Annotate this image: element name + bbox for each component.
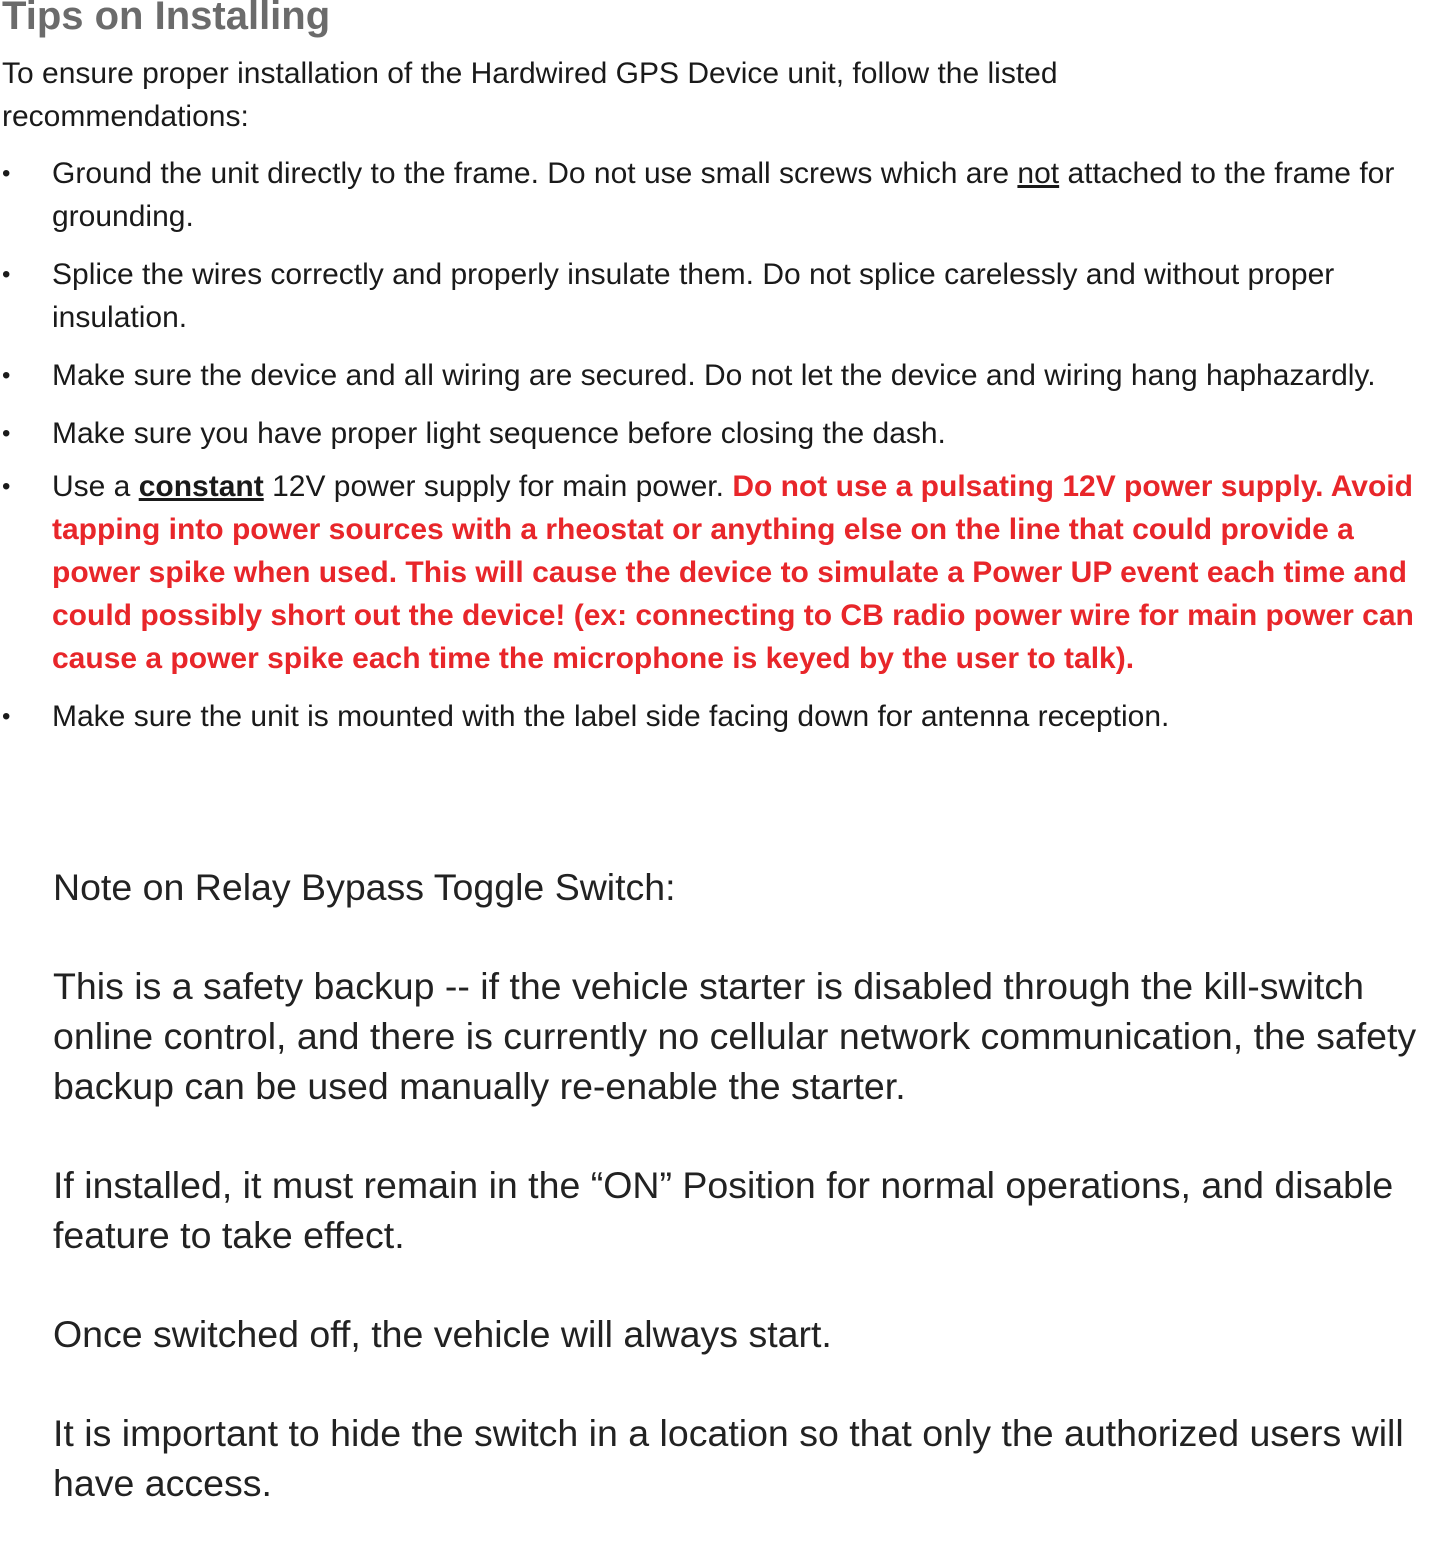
list-item (0, 253, 1420, 339)
tips-list (0, 152, 1420, 753)
list-item (0, 354, 1420, 397)
list-item (0, 465, 1420, 680)
tip-emphasis: not (1017, 157, 1060, 190)
note-paragraph: Once switched off, the vehicle will always start. (53, 1313, 832, 1355)
note-paragraph: It is important to hide the switch in a location so that only the authorized users will have access. (53, 1412, 1404, 1504)
tip-text: Ground the unit directly to the frame. Do not use small screws which are (52, 157, 1018, 190)
warning-text: Do not use a pulsating 12V power supply. Avoid tapping into power sources with a rheostat or anything else on the line that could provide a power spike when used. This will cause the device to simulate a Power UP event each time and could possibly short out the device! (ex: connecting to CB radio power wire for main power can cause a power spike each time the microphone is keyed by the user to talk). (52, 470, 1414, 675)
note-heading: Note on Relay Bypass Toggle Switch: (53, 866, 676, 908)
relay-bypass-note (53, 862, 1439, 1557)
tip-emphasis: constant (138, 470, 264, 503)
tip-text: attached to the frame for grounding. (52, 157, 1395, 233)
note-paragraph: This is a safety backup -- if the vehicle starter is disabled through the kill-switch online control, and there is currently no cellular network communication, the safety backup can be used manually re-enable the starter. (53, 965, 1417, 1107)
tip-text: Use a (52, 470, 139, 503)
tip-text: Splice the wires correctly and properly insulate them. Do not splice carelessly and without proper insulation. (52, 258, 1335, 334)
list-item (0, 152, 1420, 238)
page-title: Tips on Installing (2, 0, 331, 38)
intro-text: To ensure proper installation of the Hardwired GPS Device unit, follow the listed recommendations: (2, 57, 1058, 133)
tip-text: Make sure the device and all wiring are secured. Do not let the device and wiring hang haphazardly. (52, 359, 1376, 392)
list-item (0, 695, 1420, 738)
note-paragraph: If installed, it must remain in the “ON” Position for normal operations, and disable feature to take effect. (53, 1164, 1394, 1256)
tip-text: Make sure you have proper light sequence before closing the dash. (52, 417, 946, 450)
tip-text: Make sure the unit is mounted with the label side facing down for antenna reception. (52, 700, 1170, 733)
list-item (0, 412, 1420, 455)
tip-text: 12V power supply for main power. (263, 470, 733, 503)
